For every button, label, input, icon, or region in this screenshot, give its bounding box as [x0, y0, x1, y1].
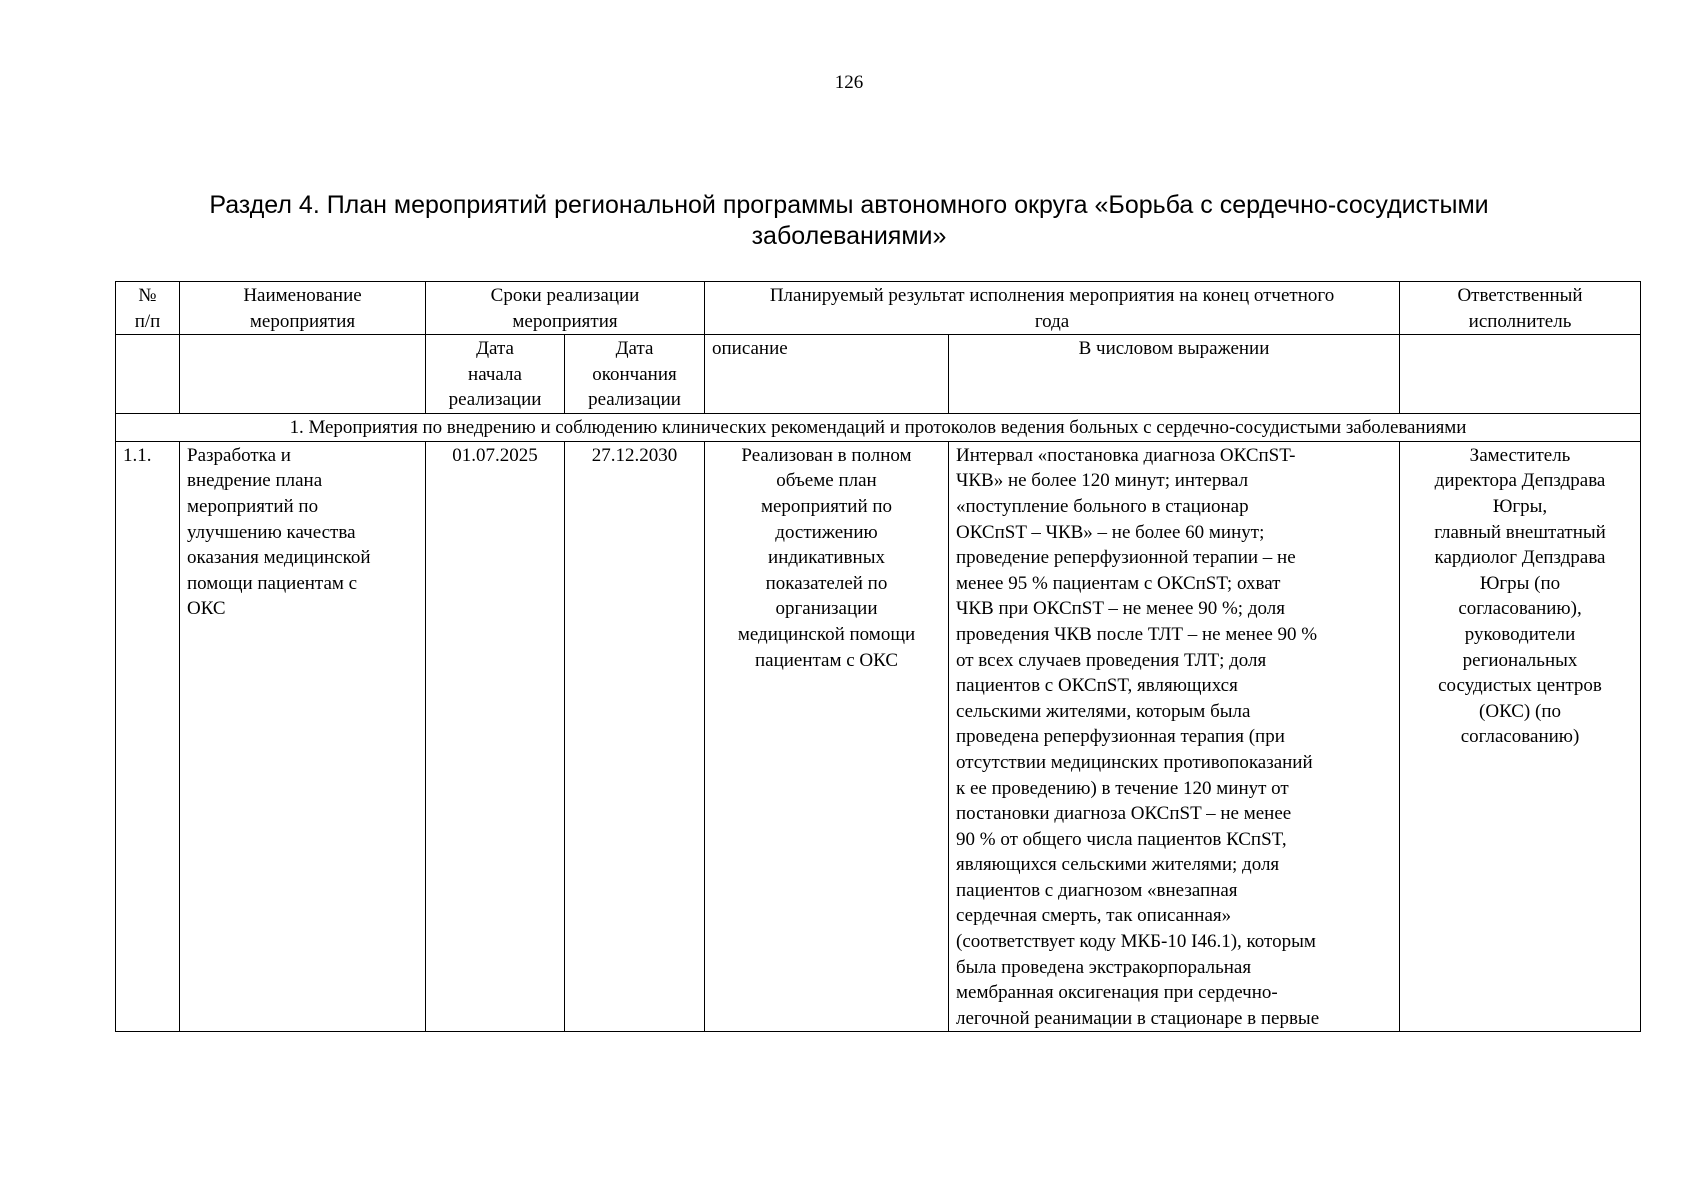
header-empty-responsible [1400, 335, 1641, 414]
activity-plan-table [115, 281, 1641, 1032]
header-end-date: Дата окончания реализации [565, 335, 705, 414]
row-end-date: 27.12.2030 [565, 441, 705, 1032]
row-number: 1.1. [116, 441, 180, 1032]
header-planned-result: Планируемый результат исполнения мероприятия на конец отчетного года [705, 282, 1400, 335]
header-numeric-value: В числовом выражении [949, 335, 1400, 414]
header-responsible: Ответственный исполнитель [1400, 282, 1641, 335]
header-row-2 [116, 335, 1641, 414]
header-start-date: Дата начала реализации [426, 335, 565, 414]
row-numeric-value: Интервал «постановка диагноза ОКСпST- ЧКВ» не более 120 минут; интервал «поступление больного в стационар ОКСпST – ЧКВ» – не более 60 минут; проведение реперфузионной терапии – не менее 95 % пациентам с ОКСпST; охват ЧКВ при ОКСпST – не менее 90 %; доля проведения ЧКВ после ТЛТ – не менее 90 % от всех случаев проведения ТЛТ; доля пациентов с ОКСпST, являющихся сельскими жителями, которым была проведена реперфузионная терапия (при отсутствии медицинских противопоказаний к ее проведению) в течение 120 минут от постановки диагноза ОКСпST – не менее 90 % от общего числа пациентов КСпST, являющихся сельскими жителями; доля пациентов с диагнозом «внезапная сердечная смерть, так описанная» (соответствует коду МКБ-10 I46.1), которым была проведена экстракорпоральная мембранная оксигенация при сердечно- легочной реанимации в стационаре в первые [949, 441, 1400, 1032]
header-implementation-terms: Сроки реализации мероприятия [426, 282, 705, 335]
section-row-1 [116, 414, 1641, 442]
header-number: № п/п [116, 282, 180, 335]
table-row [116, 441, 1641, 1032]
row-description: Реализован в полном объеме план мероприятий по достижению индикативных показателей по организации медицинской помощи пациентам с ОКС [705, 441, 949, 1032]
page-number: 126 [834, 72, 864, 93]
header-row-1 [116, 282, 1641, 335]
row-start-date: 01.07.2025 [426, 441, 565, 1032]
header-empty-number [116, 335, 180, 414]
header-activity-name: Наименование мероприятия [180, 282, 426, 335]
section-heading: 1. Мероприятия по внедрению и соблюдению клинических рекомендаций и протоколов ведения больных с сердечно-сосудистыми заболеваниями [116, 414, 1641, 442]
header-description: описание [705, 335, 949, 414]
row-activity-name: Разработка и внедрение плана мероприятий по улучшению качества оказания медицинской помощи пациентам с ОКС [180, 441, 426, 1032]
row-responsible: Заместитель директора Депздрава Югры, главный внештатный кардиолог Депздрава Югры (по согласованию), руководители региональных сосудистых центров (ОКС) (по согласованию) [1400, 441, 1641, 1032]
section-title-line-1: Раздел 4. План мероприятий региональной программы автономного округа «Борьба с сердечно-сосудистыми [209, 191, 1489, 219]
section-title [140, 190, 1558, 252]
header-empty-name [180, 335, 426, 414]
section-title-line-2: заболеваниями» [751, 222, 947, 250]
